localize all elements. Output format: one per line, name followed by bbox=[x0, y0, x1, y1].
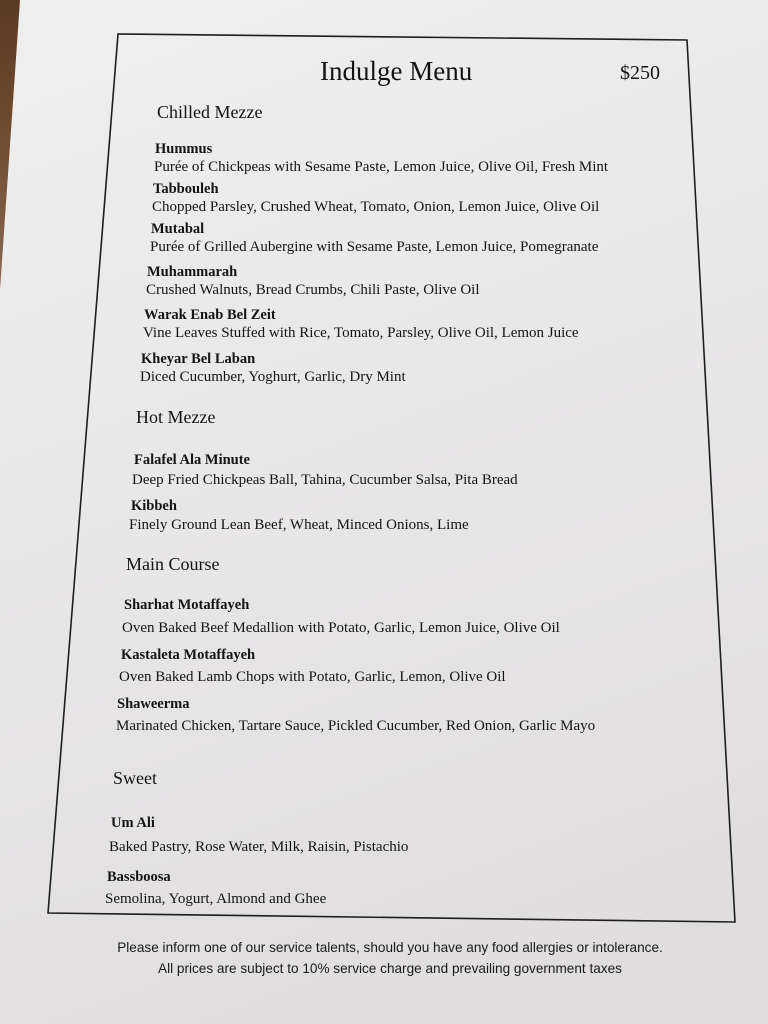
section-title-hot-mezze: Hot Mezze bbox=[136, 407, 216, 427]
item-description: Oven Baked Beef Medallion with Potato, Garlic, Lemon Juice, Olive Oil bbox=[122, 620, 560, 636]
item-name: Hummus bbox=[155, 141, 213, 157]
item-name: Shaweerma bbox=[117, 696, 190, 712]
item-description: Deep Fried Chickpeas Ball, Tahina, Cucumber Salsa, Pita Bread bbox=[132, 472, 518, 488]
section-title-main-course: Main Course bbox=[126, 554, 220, 574]
menu-title: Indulge Menu bbox=[320, 56, 473, 86]
item-description: Marinated Chicken, Tartare Sauce, Pickled Cucumber, Red Onion, Garlic Mayo bbox=[116, 718, 596, 734]
section-title-sweet: Sweet bbox=[113, 768, 157, 788]
item-name: Muhammarah bbox=[147, 264, 238, 280]
item-name: Kheyar Bel Laban bbox=[141, 351, 256, 367]
item-description: Vine Leaves Stuffed with Rice, Tomato, Parsley, Olive Oil, Lemon Juice bbox=[143, 325, 579, 341]
item-name: Kibbeh bbox=[131, 498, 177, 514]
item-name: Warak Enab Bel Zeit bbox=[144, 307, 276, 323]
item-name: Bassboosa bbox=[107, 869, 171, 885]
item-name: Kastaleta Motaffayeh bbox=[121, 647, 256, 663]
item-name: Mutabal bbox=[151, 221, 205, 237]
item-name: Sharhat Motaffayeh bbox=[124, 597, 250, 613]
item-description: Diced Cucumber, Yoghurt, Garlic, Dry Mint bbox=[140, 369, 406, 385]
item-description: Oven Baked Lamb Chops with Potato, Garlic, Lemon, Olive Oil bbox=[119, 669, 506, 685]
item-description: Purée of Grilled Aubergine with Sesame Paste, Lemon Juice, Pomegranate bbox=[150, 239, 599, 255]
allergy-notice: Please inform one of our service talents, should you have any food allergies or intolerance. bbox=[117, 940, 663, 955]
item-name: Tabbouleh bbox=[153, 181, 219, 197]
item-description: Purée of Chickpeas with Sesame Paste, Lemon Juice, Olive Oil, Fresh Mint bbox=[154, 159, 609, 175]
item-description: Crushed Walnuts, Bread Crumbs, Chili Paste, Olive Oil bbox=[146, 282, 480, 298]
item-description: Baked Pastry, Rose Water, Milk, Raisin, Pistachio bbox=[109, 839, 409, 855]
item-name: Falafel Ala Minute bbox=[134, 452, 250, 468]
menu-price: $250 bbox=[620, 62, 660, 84]
service-charge-notice: All prices are subject to 10% service charge and prevailing government taxes bbox=[158, 961, 622, 976]
item-description: Finely Ground Lean Beef, Wheat, Minced Onions, Lime bbox=[129, 517, 469, 533]
item-description: Chopped Parsley, Crushed Wheat, Tomato, Onion, Lemon Juice, Olive Oil bbox=[152, 199, 600, 215]
item-name: Um Ali bbox=[111, 815, 155, 831]
item-description: Semolina, Yogurt, Almond and Ghee bbox=[105, 891, 327, 907]
section-title-chilled-mezze: Chilled Mezze bbox=[157, 102, 263, 122]
